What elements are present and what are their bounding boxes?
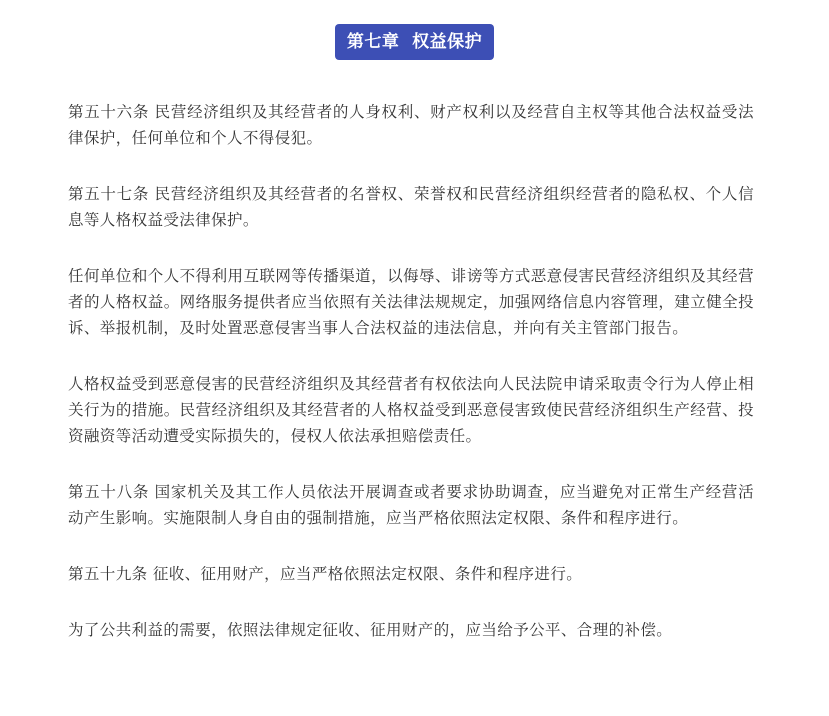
- article-59-paragraph: 第五十九条 征收、征用财产，应当严格依照法定权限、条件和程序进行。: [68, 565, 583, 583]
- article-58-paragraph: 第五十八条 国家机关及其工作人员依法开展调查或者要求协助调查，应当避免对正常生产经营活动产生影响。实施限制人身自由的强制措施，应当严格依照法定权限、条件和程序进行。: [68, 483, 754, 527]
- article-57-paragraph: 第五十七条 民营经济组织及其经营者的名誉权、荣誉权和民营经济组织经营者的隐私权、个人信息等人格权益受法律保护。: [68, 185, 754, 229]
- article-59-compensation-paragraph: 为了公共利益的需要，依照法律规定征收、征用财产的，应当给予公平、合理的补偿。: [68, 621, 673, 639]
- article-body: [68, 99, 754, 673]
- chapter-header: [0, 24, 829, 60]
- article-57-online-paragraph: 任何单位和个人不得利用互联网等传播渠道，以侮辱、诽谤等方式恶意侵害民营经济组织及其经营者的人格权益。网络服务提供者应当依照有关法律法规规定，加强网络信息内容管理，建立健全投诉、举报机制，及时处置恶意侵害当事人合法权益的违法信息，并向有关主管部门报告。: [68, 267, 754, 337]
- article-56-paragraph: 第五十六条 民营经济组织及其经营者的人身权利、财产权利以及经营自主权等其他合法权益受法律保护，任何单位和个人不得侵犯。: [68, 103, 754, 147]
- article-57-remedy-paragraph: 人格权益受到恶意侵害的民营经济组织及其经营者有权依法向人民法院申请采取责令行为人停止相关行为的措施。民营经济组织及其经营者的人格权益受到恶意侵害致使民营经济组织生产经营、投资融资等活动遭受实际损失的，侵权人依法承担赔偿责任。: [68, 375, 754, 445]
- chapter-title-badge: 第七章 权益保护: [335, 24, 494, 60]
